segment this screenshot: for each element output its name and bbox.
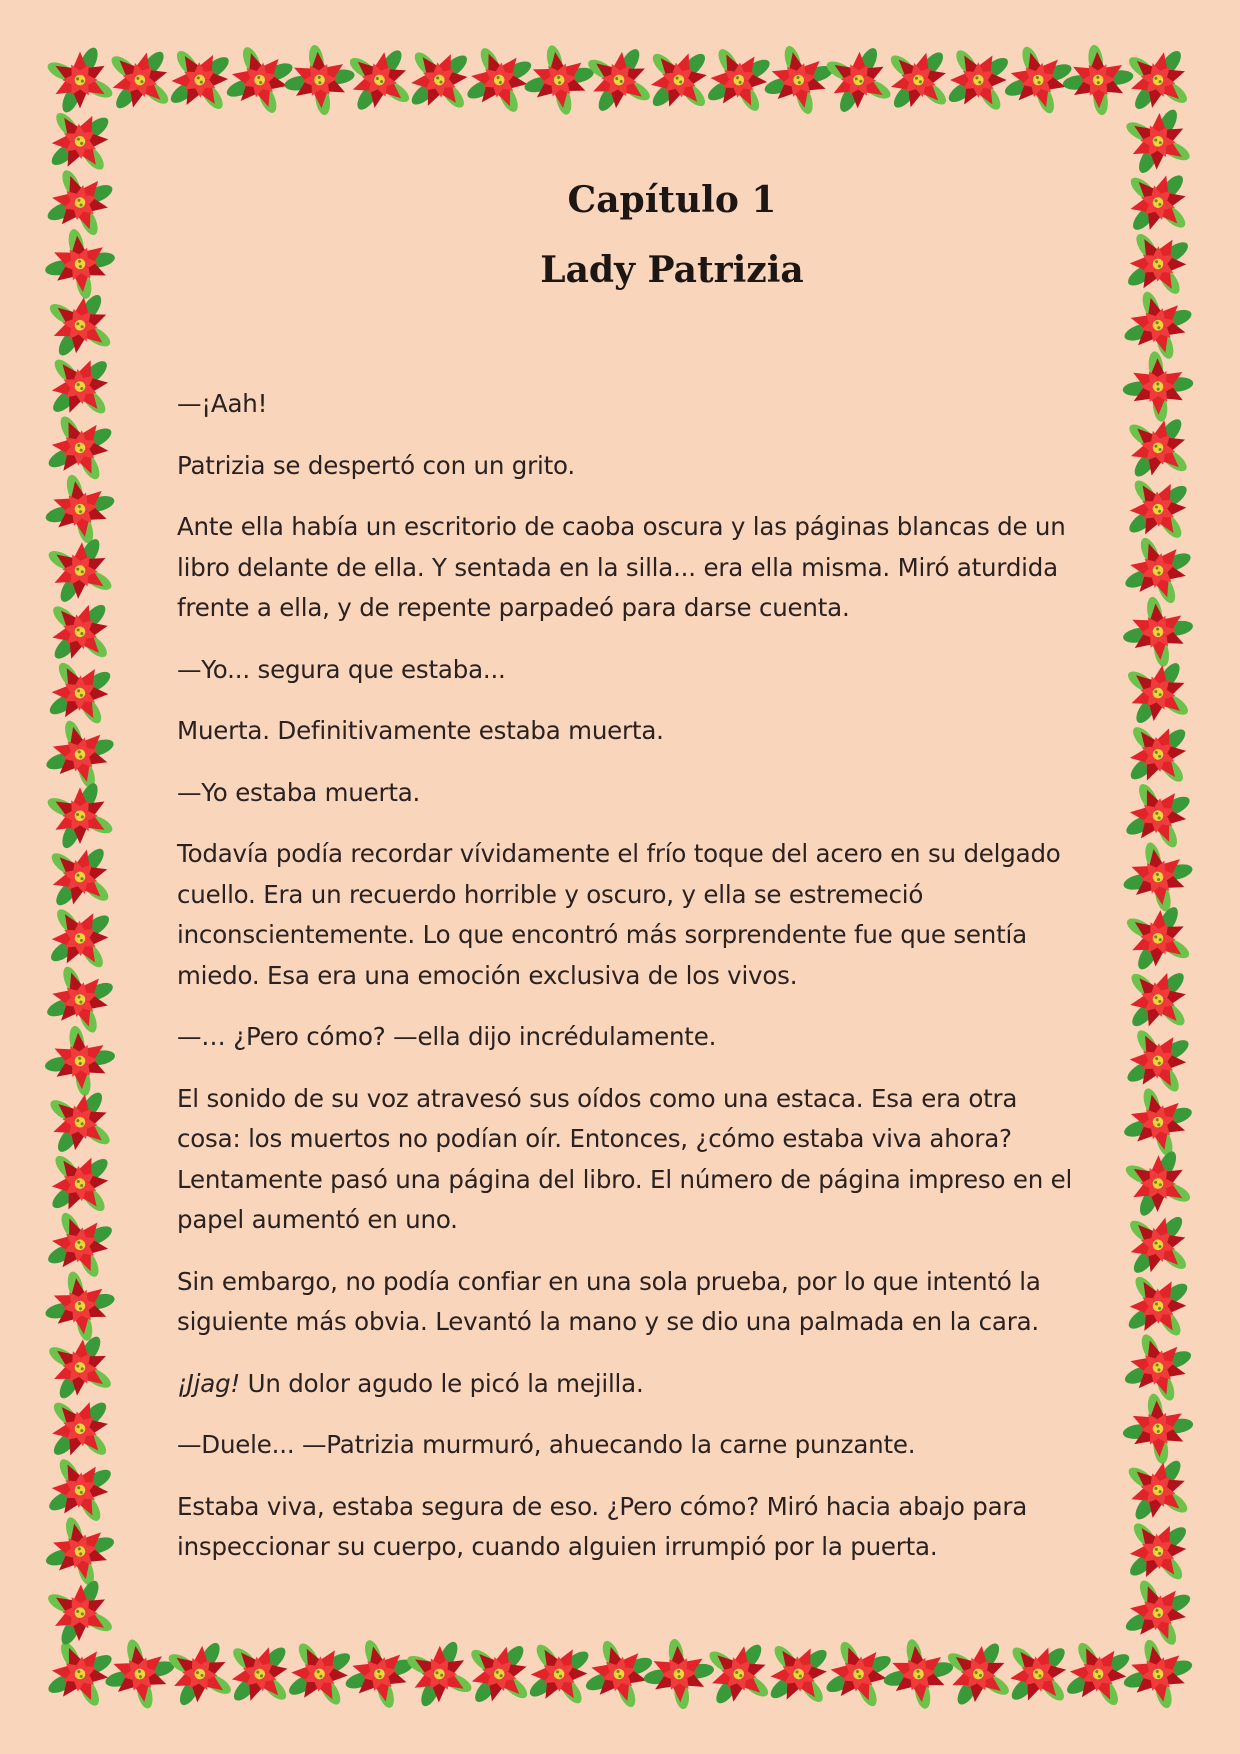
poinsettia-icon bbox=[1121, 104, 1195, 178]
paragraph: Sin embargo, no podía confiar en una sola prueba, por lo que intentó la siguiente más obvia. Levantó la mano y se dio una palmada en la cara. bbox=[177, 1266, 1041, 1336]
poinsettia-icon bbox=[1112, 708, 1204, 800]
poinsettia-icon bbox=[511, 1626, 606, 1721]
poinsettia-icon bbox=[271, 1625, 368, 1722]
paragraph: Muerta. Definitivamente estaba muerta. bbox=[177, 716, 664, 745]
poinsettia-icon bbox=[930, 32, 1026, 128]
poinsettia-icon bbox=[752, 1627, 845, 1720]
poinsettia-icon bbox=[37, 834, 122, 919]
sound-effect-word: ¡Jjag! bbox=[177, 1368, 241, 1398]
poinsettia-icon bbox=[1111, 462, 1205, 556]
poinsettia-icon bbox=[580, 41, 657, 118]
paragraph: Estaba viva, estaba segura de eso. ¿Pero cómo? Miró hacia abajo para inspeccionar su cuerpo, cuando alguien irrumpió por la puerta. bbox=[177, 1491, 1028, 1561]
poinsettia-icon bbox=[40, 286, 119, 365]
chapter-title: Capítulo 1 bbox=[567, 179, 777, 221]
poinsettia-icon bbox=[39, 1082, 120, 1163]
paragraph: Todavía podía recordar vívidamente el frío toque del acero en su delgado cuello. Era un recuerdo horrible y oscuro, y ella se estremeció inconscientemente. Lo que encontró más sorprendente fue que sentía miedo. Esa era una emoción exclusiva de los vivos. bbox=[177, 839, 1061, 990]
poinsettia-icon bbox=[869, 1625, 967, 1723]
poinsettia-icon bbox=[34, 341, 125, 432]
poinsettia-icon bbox=[1111, 1505, 1204, 1598]
poinsettia-icon bbox=[34, 1137, 127, 1230]
poinsettia-icon bbox=[1109, 1012, 1206, 1109]
chapter-subtitle: Lady Patrizia bbox=[540, 249, 804, 291]
poinsettia-icon bbox=[31, 215, 129, 313]
poinsettia-icon bbox=[31, 1257, 129, 1355]
poinsettia-icon bbox=[1050, 32, 1147, 129]
poinsettia-icon bbox=[1109, 1563, 1208, 1662]
poinsettia-icon bbox=[215, 1629, 304, 1718]
poinsettia-icon bbox=[97, 37, 182, 122]
poinsettia-icon bbox=[32, 645, 129, 742]
poinsettia-icon bbox=[630, 1625, 727, 1722]
poinsettia-icon bbox=[31, 460, 130, 559]
poinsettia-icon bbox=[1109, 1625, 1208, 1724]
chapter-body bbox=[177, 384, 1077, 1568]
poinsettia-icon bbox=[271, 31, 368, 128]
poinsettia-icon bbox=[1110, 216, 1206, 312]
poinsettia-icon bbox=[875, 37, 962, 124]
poinsettia-icon bbox=[45, 781, 115, 851]
paragraph: Ante ella había un escritorio de caoba oscura y las páginas blancas de un libro delante de ella. Y sentada en la silla... era ella misma. Miró aturdida frente a ella, y de repente parpadeó para darse cuenta. bbox=[177, 512, 1066, 622]
page-content bbox=[177, 170, 1077, 1589]
paragraph: —Yo... segura que estaba... bbox=[177, 654, 506, 684]
paragraph: —Duele... —Patrizia murmuró, ahuecando la carne punzante. bbox=[177, 1430, 916, 1459]
poinsettia-icon bbox=[36, 588, 124, 676]
poinsettia-icon bbox=[1118, 653, 1198, 733]
paragraph: —¡Aah! bbox=[177, 389, 268, 418]
paragraph: —Yo estaba muerta. bbox=[177, 777, 421, 807]
poinsettia-icon bbox=[152, 33, 247, 128]
poinsettia-icon bbox=[33, 94, 127, 188]
poinsettia-icon bbox=[1109, 828, 1208, 927]
paragraph-sound-effect bbox=[177, 1364, 1077, 1405]
poinsettia-icon bbox=[41, 1329, 118, 1406]
poinsettia-icon bbox=[30, 1502, 129, 1601]
poinsettia-icon bbox=[1120, 900, 1196, 976]
poinsettia-icon bbox=[35, 1384, 125, 1474]
paragraph: El sonido de su voz atravesó sus oídos como una estaca. Esa era otra cosa: los muertos no podían oír. Entonces, ¿cómo estaba viva ahora? Lentamente pasó una página del libro. El número de página impreso en el papel aumentó en uno. bbox=[177, 1083, 1073, 1234]
poinsettia-icon bbox=[44, 1576, 117, 1649]
poinsettia-icon bbox=[33, 891, 128, 986]
poinsettia-icon bbox=[31, 1012, 128, 1109]
poinsettia-icon bbox=[404, 1638, 475, 1709]
poinsettia-icon bbox=[31, 399, 129, 497]
poinsettia-icon bbox=[45, 45, 115, 115]
paragraph: —… ¿Pero cómo? —ella dijo incrédulamente. bbox=[177, 1022, 717, 1051]
poinsettia-icon bbox=[162, 1636, 238, 1712]
poinsettia-icon bbox=[1049, 1625, 1147, 1723]
poinsettia-icon bbox=[1115, 1202, 1201, 1288]
paragraph: Patrizia se despertó con un grito. bbox=[177, 450, 575, 480]
poinsettia-icon bbox=[43, 533, 118, 608]
poinsettia-icon bbox=[939, 1635, 1017, 1713]
poinsettia-icon bbox=[822, 44, 895, 117]
poinsettia-icon bbox=[510, 31, 608, 129]
poinsettia-icon bbox=[1109, 1380, 1206, 1477]
poinsettia-icon bbox=[393, 34, 486, 127]
poinsettia-icon bbox=[749, 30, 848, 129]
poinsettia-icon bbox=[1114, 159, 1202, 247]
poinsettia-icon bbox=[1122, 1148, 1193, 1219]
poinsettia-icon bbox=[634, 35, 724, 125]
poinsettia-icon bbox=[31, 1441, 128, 1538]
poinsettia-icon bbox=[1110, 338, 1206, 434]
poinsettia-icon bbox=[1117, 1449, 1199, 1531]
sound-effect-rest: Un dolor agudo le picó la mejilla. bbox=[240, 1368, 644, 1398]
poinsettia-icon bbox=[1109, 767, 1207, 865]
poinsettia-icon bbox=[1110, 1258, 1205, 1353]
poinsettia-icon bbox=[993, 1629, 1084, 1720]
poinsettia-icon bbox=[690, 31, 787, 128]
poinsettia-icon bbox=[91, 1625, 190, 1724]
poinsettia-icon bbox=[1113, 955, 1202, 1044]
poinsettia-icon bbox=[1109, 583, 1207, 681]
poinsettia-icon bbox=[456, 1631, 542, 1717]
